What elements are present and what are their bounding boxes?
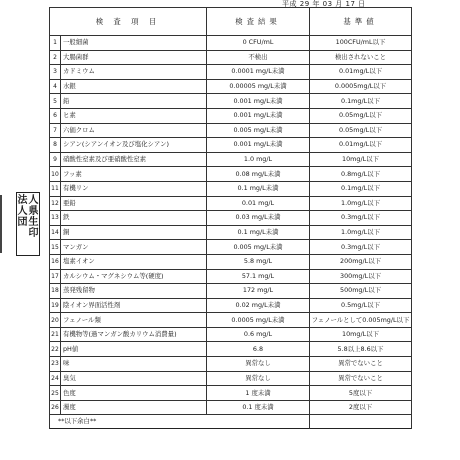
row-item: 硝酸性窒素及び亜硝酸性窒素 xyxy=(61,152,207,167)
table-row xyxy=(50,254,412,269)
row-standard: 0.1mg/L以下 xyxy=(310,181,412,196)
row-standard: 0.05mg/L以下 xyxy=(310,123,412,138)
row-result: 5.8 mg/L xyxy=(207,254,310,269)
row-item: 鉛 xyxy=(61,94,207,109)
row-number: 17 xyxy=(50,269,61,284)
row-item: 有機リン xyxy=(61,181,207,196)
table-row xyxy=(50,386,412,401)
row-standard: 5度以下 xyxy=(310,386,412,401)
row-result: 0.01 mg/L xyxy=(207,196,310,211)
row-standard: 0.1mg/L以下 xyxy=(310,94,412,109)
row-item: 塩素イオン xyxy=(61,254,207,269)
row-standard: 異常でないこと xyxy=(310,357,412,372)
row-result: 1 度未満 xyxy=(207,386,310,401)
table-row xyxy=(50,152,412,167)
row-number: 14 xyxy=(50,225,61,240)
date-era: 平成 xyxy=(282,0,297,8)
row-item: 鉄 xyxy=(61,211,207,226)
table-row xyxy=(50,211,412,226)
row-number: 19 xyxy=(50,298,61,313)
header-result: 検査結果 xyxy=(207,8,310,36)
row-standard: 1.0mg/L以下 xyxy=(310,196,412,211)
row-item: カルシウム・マグネシウム等(硬度) xyxy=(61,269,207,284)
row-number: 6 xyxy=(50,108,61,123)
row-item: 水銀 xyxy=(61,79,207,94)
table-header-row xyxy=(50,8,412,36)
table-row xyxy=(50,342,412,357)
row-item: シアン(シアンイオン及び塩化シアン) xyxy=(61,138,207,153)
row-item: 一般細菌 xyxy=(61,36,207,51)
row-result: 0.1 度未満 xyxy=(207,400,310,415)
row-number: 26 xyxy=(50,400,61,415)
date-day-unit: 日 xyxy=(358,0,366,8)
row-standard: 0.0005mg/L以下 xyxy=(310,79,412,94)
row-standard: 0.01mg/L以下 xyxy=(310,138,412,153)
row-result: 0.08 mg/L未満 xyxy=(207,167,310,182)
row-standard: 200mg/L以下 xyxy=(310,254,412,269)
row-standard: 0.01mg/L以下 xyxy=(310,65,412,80)
end-of-table-row xyxy=(50,415,412,429)
row-number: 22 xyxy=(50,342,61,357)
table-row xyxy=(50,94,412,109)
row-number: 8 xyxy=(50,138,61,153)
row-number: 21 xyxy=(50,327,61,342)
row-item: カドミウム xyxy=(61,65,207,80)
row-result: 0 CFU/mL xyxy=(207,36,310,51)
row-result: 0.0001 mg/L未満 xyxy=(207,65,310,80)
scan-edge-mark xyxy=(0,195,10,253)
table-row xyxy=(50,284,412,299)
row-standard: フェノールとして0.005mg/L以下 xyxy=(310,313,412,328)
row-standard: 0.3mg/L以下 xyxy=(310,211,412,226)
row-item: 銅 xyxy=(61,225,207,240)
row-item: 有機物等(過マンガン酸カリウム消費量) xyxy=(61,327,207,342)
header-item: 検 査 項 目 xyxy=(50,8,207,36)
table-row xyxy=(50,269,412,284)
row-item: pH値 xyxy=(61,342,207,357)
table-row xyxy=(50,357,412,372)
row-standard: 10mg/L以下 xyxy=(310,152,412,167)
row-number: 9 xyxy=(50,152,61,167)
date-month: 03 xyxy=(322,0,333,8)
empty-cell xyxy=(207,415,310,429)
row-item: 味 xyxy=(61,357,207,372)
row-item: フッ素 xyxy=(61,167,207,182)
row-standard: 異常でないこと xyxy=(310,371,412,386)
row-result: 0.6 mg/L xyxy=(207,327,310,342)
table-row xyxy=(50,298,412,313)
row-result: 0.00005 mg/L未満 xyxy=(207,79,310,94)
row-result: 不検出 xyxy=(207,50,310,65)
row-result: 57.1 mg/L xyxy=(207,269,310,284)
row-number: 25 xyxy=(50,386,61,401)
table-row xyxy=(50,371,412,386)
row-number: 20 xyxy=(50,313,61,328)
row-item: フェノール類 xyxy=(61,313,207,328)
row-standard: 0.05mg/L以下 xyxy=(310,108,412,123)
row-result: 0.001 mg/L未満 xyxy=(207,138,310,153)
row-standard: 0.5mg/L以下 xyxy=(310,298,412,313)
table-body xyxy=(50,36,412,429)
row-standard: 300mg/L以下 xyxy=(310,269,412,284)
row-result: 0.001 mg/L未満 xyxy=(207,94,310,109)
row-result: 0.0005 mg/L未満 xyxy=(207,313,310,328)
row-number: 23 xyxy=(50,357,61,372)
table-row xyxy=(50,313,412,328)
date-year-unit: 年 xyxy=(312,0,320,8)
row-number: 15 xyxy=(50,240,61,255)
row-result: 異常なし xyxy=(207,357,310,372)
table-row xyxy=(50,108,412,123)
row-standard: 100CFU/mL以下 xyxy=(310,36,412,51)
row-standard: 0.3mg/L以下 xyxy=(310,240,412,255)
row-standard: 500mg/L以下 xyxy=(310,284,412,299)
table-row xyxy=(50,225,412,240)
row-standard: 5.8以上8.6以下 xyxy=(310,342,412,357)
table-row xyxy=(50,167,412,182)
row-result: 172 mg/L xyxy=(207,284,310,299)
table-row xyxy=(50,123,412,138)
date-day: 17 xyxy=(345,0,356,8)
table-row xyxy=(50,400,412,415)
row-number: 10 xyxy=(50,167,61,182)
table-row xyxy=(50,79,412,94)
row-standard: 検出されないこと xyxy=(310,50,412,65)
row-standard: 1.0mg/L以下 xyxy=(310,225,412,240)
row-number: 11 xyxy=(50,181,61,196)
end-note: **以下余白** xyxy=(50,415,207,429)
row-item: ヒ素 xyxy=(61,108,207,123)
row-standard: 0.8mg/L以下 xyxy=(310,167,412,182)
table-row xyxy=(50,138,412,153)
row-number: 4 xyxy=(50,79,61,94)
row-standard: 10mg/L以下 xyxy=(310,327,412,342)
row-item: 濁度 xyxy=(61,400,207,415)
date-year: 29 xyxy=(299,0,310,8)
table-row xyxy=(50,196,412,211)
row-result: 0.1 mg/L未満 xyxy=(207,225,310,240)
row-number: 24 xyxy=(50,371,61,386)
row-item: 亜鉛 xyxy=(61,196,207,211)
row-result: 0.02 mg/L未満 xyxy=(207,298,310,313)
empty-cell xyxy=(310,415,412,429)
row-number: 1 xyxy=(50,36,61,51)
table-row xyxy=(50,181,412,196)
row-result: 0.005 mg/L未満 xyxy=(207,123,310,138)
table-row xyxy=(50,36,412,51)
row-number: 16 xyxy=(50,254,61,269)
row-result: 0.03 mg/L未満 xyxy=(207,211,310,226)
date-month-unit: 月 xyxy=(335,0,343,8)
row-number: 2 xyxy=(50,50,61,65)
row-number: 18 xyxy=(50,284,61,299)
row-result: 6.8 xyxy=(207,342,310,357)
row-result: 0.005 mg/L未満 xyxy=(207,240,310,255)
row-result: 異常なし xyxy=(207,371,310,386)
row-number: 13 xyxy=(50,211,61,226)
row-item: 臭気 xyxy=(61,371,207,386)
table-row xyxy=(50,65,412,80)
table-row xyxy=(50,240,412,255)
water-quality-results-table xyxy=(49,7,412,429)
row-result: 1.0 mg/L xyxy=(207,152,310,167)
header-standard: 基準値 xyxy=(310,8,412,36)
row-result: 0.1 mg/L未満 xyxy=(207,181,310,196)
row-item: マンガン xyxy=(61,240,207,255)
row-item: 大腸菌群 xyxy=(61,50,207,65)
row-standard: 2度以下 xyxy=(310,400,412,415)
row-item: 蒸発残留物 xyxy=(61,284,207,299)
organization-seal-stamp: 法 人 団 人 県 生 印 xyxy=(16,192,40,256)
row-item: 六価クロム xyxy=(61,123,207,138)
row-number: 7 xyxy=(50,123,61,138)
table-row xyxy=(50,50,412,65)
row-item: 色度 xyxy=(61,386,207,401)
row-number: 12 xyxy=(50,196,61,211)
row-item: 陰イオン界面活性剤 xyxy=(61,298,207,313)
table-row xyxy=(50,327,412,342)
row-number: 3 xyxy=(50,65,61,80)
row-number: 5 xyxy=(50,94,61,109)
row-result: 0.001 mg/L未満 xyxy=(207,108,310,123)
